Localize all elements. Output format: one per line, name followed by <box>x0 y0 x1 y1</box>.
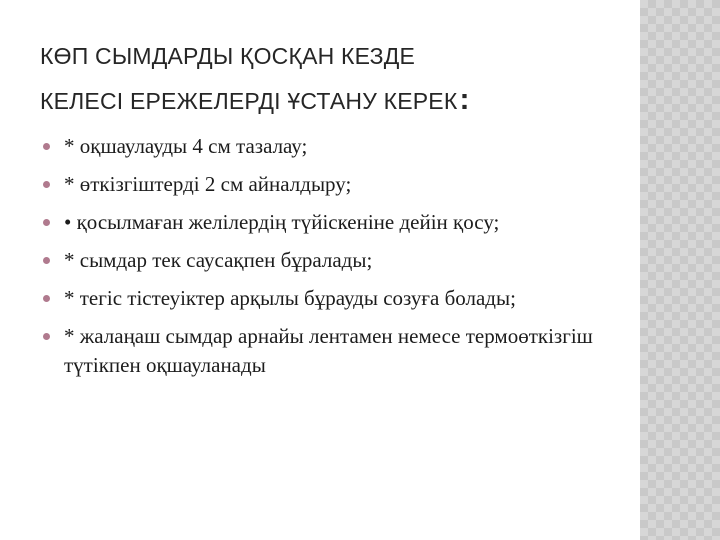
bullet-text: • қосылмаған желілердің түйіскеніне дейін қосу; <box>64 210 500 234</box>
title-line-1: КӨП СЫМДАРДЫ ҚОСҚАН КЕЗДЕ <box>40 43 416 69</box>
bullet-item <box>40 322 620 380</box>
decorative-side-panel <box>640 0 720 540</box>
title-colon: : <box>459 83 470 116</box>
bullet-item <box>40 284 620 313</box>
bullet-item <box>40 170 620 199</box>
bullet-text: * сымдар тек саусақпен бұралады; <box>64 248 373 272</box>
bullet-dot-icon <box>43 219 50 226</box>
slide-title <box>40 34 630 123</box>
bullet-item <box>40 132 620 161</box>
bullet-text: * тегіс тістеуіктер арқылы бұрауды созуға болады; <box>64 286 516 310</box>
bullet-dot-icon <box>43 181 50 188</box>
bullet-item <box>40 246 620 275</box>
title-line-2-text: КЕЛЕСІ ЕРЕЖЕЛЕРДІ ҰСТАНУ КЕРЕК <box>40 88 458 114</box>
bullet-text: * оқшаулауды 4 см тазалау; <box>64 134 308 158</box>
bullet-dot-icon <box>43 295 50 302</box>
bullet-dot-icon <box>43 257 50 264</box>
bullet-dot-icon <box>43 143 50 150</box>
title-line-2 <box>40 78 630 123</box>
bullet-text: * өткізгіштерді 2 см айналдыру; <box>64 172 352 196</box>
bullet-item <box>40 208 620 237</box>
bullet-text: * жалаңаш сымдар арнайы лентамен немесе термоөткізгіш түтікпен оқшауланады <box>64 324 593 377</box>
bullet-dot-icon <box>43 333 50 340</box>
bullet-list <box>40 132 620 389</box>
